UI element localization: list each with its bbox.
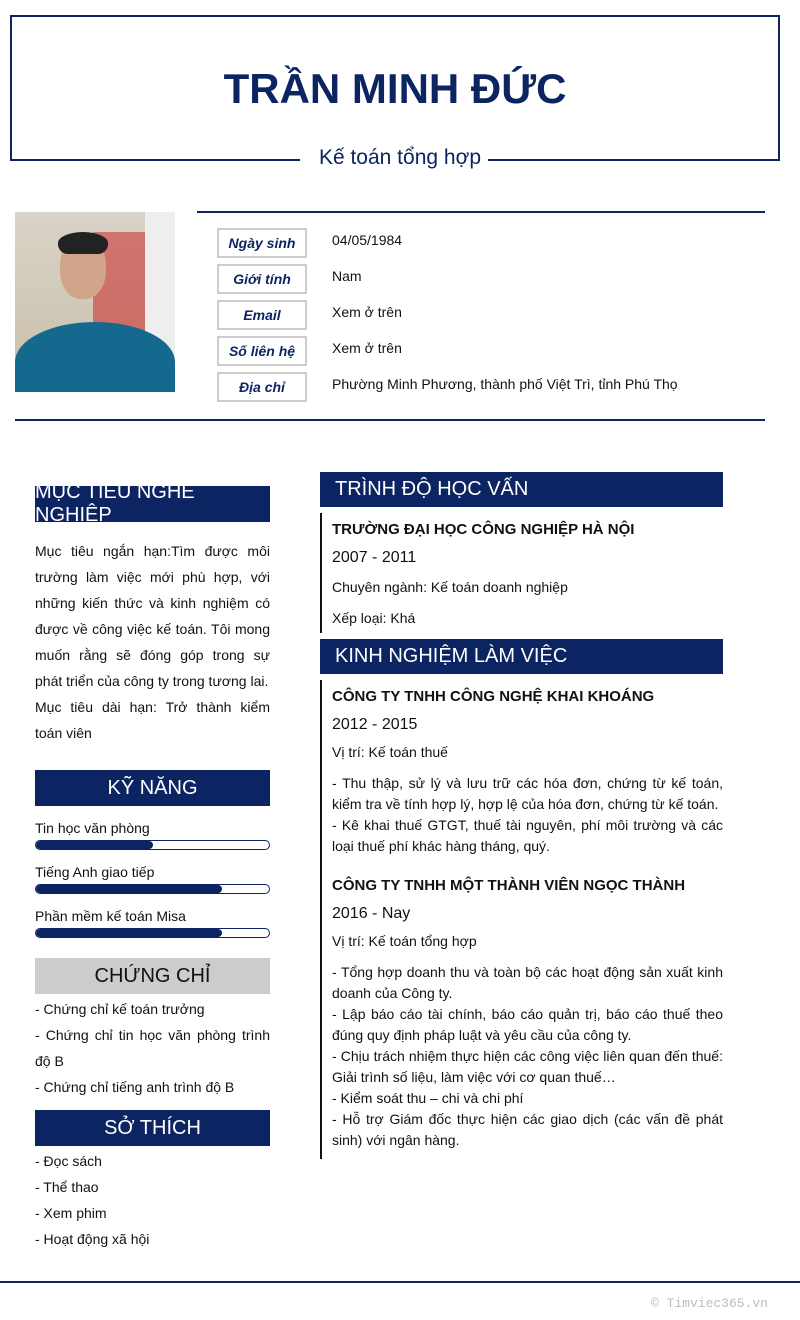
skill-bar bbox=[35, 840, 270, 850]
skill-bar bbox=[35, 928, 270, 938]
education-major: Chuyên ngành: Kế toán doanh nghiệp bbox=[332, 579, 568, 595]
skills-heading: KỸ NĂNG bbox=[35, 770, 270, 806]
objective-heading: MỤC TIÊU NGHỀ NGHIỆP bbox=[35, 486, 270, 522]
hobby-item: - Thể thao bbox=[35, 1179, 99, 1195]
info-row-dob bbox=[217, 228, 402, 258]
info-row-gender bbox=[217, 264, 362, 294]
header-box bbox=[10, 15, 780, 161]
experience-list bbox=[320, 680, 723, 1159]
left-column bbox=[35, 481, 270, 1252]
hobbies-heading: SỞ THÍCH bbox=[35, 1110, 270, 1146]
objective-short: Mục tiêu ngắn hạn:Tìm được môi trường làm việc mới phù hợp, với những kiến thức và kinh nghiệm có được về công việc kế toán. Tôi mong muốn rằng sẽ đóng góp trong sự phát triển của công ty trong tương lai. bbox=[35, 543, 270, 689]
job-duty: - Lập báo cáo tài chính, báo cáo quản trị, báo cáo thuế theo đúng quy định pháp luật và yêu cầu của công ty. bbox=[332, 1006, 723, 1043]
job-years: 2016 - Nay bbox=[332, 905, 411, 922]
info-row-email bbox=[217, 300, 402, 330]
skill-bar bbox=[35, 884, 270, 894]
info-label: Số liên hệ bbox=[217, 336, 307, 366]
info-label: Giới tính bbox=[217, 264, 307, 294]
footer-divider bbox=[0, 1281, 800, 1283]
job-years: 2012 - 2015 bbox=[332, 716, 418, 733]
education-entry bbox=[320, 513, 723, 633]
job-duty: - Kê khai thuế GTGT, thuế tài nguyên, phí môi trường và các loại thuế phí khác hàng tháng, quý. bbox=[332, 817, 723, 854]
info-label: Địa chỉ bbox=[217, 372, 307, 402]
hobby-item: - Đọc sách bbox=[35, 1153, 102, 1169]
job-duty: - Hỗ trợ Giám đốc thực hiện các giao dịch (các vấn đề phát sinh) với ngân hàng. bbox=[332, 1111, 723, 1148]
skill-bar-fill bbox=[36, 929, 222, 937]
job-duty: - Chịu trách nhiệm thực hiện các công việc liên quan đến thuế: Giải trình số liệu, làm việc với cơ quan thuế… bbox=[332, 1048, 723, 1085]
skill-bar-fill bbox=[36, 841, 153, 849]
company-name: CÔNG TY TNHH MỘT THÀNH VIÊN NGỌC THÀNH bbox=[332, 877, 686, 894]
education-rank: Xếp loại: Khá bbox=[332, 610, 416, 626]
info-row-address bbox=[217, 372, 678, 402]
hobby-item: - Hoạt động xã hội bbox=[35, 1231, 150, 1247]
experience-heading: KINH NGHIỆM LÀM VIỆC bbox=[320, 639, 723, 674]
info-label: Ngày sinh bbox=[217, 228, 307, 258]
skill-name: Tin học văn phòng bbox=[35, 820, 150, 836]
certificates-heading: CHỨNG CHỈ bbox=[35, 958, 270, 994]
info-label: Email bbox=[217, 300, 307, 330]
school-name: TRƯỜNG ĐẠI HỌC CÔNG NGHIỆP HÀ NỘI bbox=[332, 521, 635, 538]
objective-long: Mục tiêu dài hạn: Trở thành kiểm toán viên bbox=[35, 699, 270, 741]
certificate-item: - Chứng chỉ tiếng anh trình độ B bbox=[35, 1079, 235, 1095]
candidate-name: TRẦN MINH ĐỨC bbox=[223, 65, 567, 112]
info-value: 04/05/1984 bbox=[332, 232, 403, 248]
info-row-phone bbox=[217, 336, 402, 366]
education-years: 2007 - 2011 bbox=[332, 549, 417, 566]
job-position: Vị trí: Kế toán tổng hợp bbox=[332, 933, 477, 949]
company-name: CÔNG TY TNHH CÔNG NGHỆ KHAI KHOÁNG bbox=[332, 688, 655, 705]
job-title: Kế toán tổng hợp bbox=[318, 146, 482, 169]
skill-bar-fill bbox=[36, 885, 222, 893]
right-column bbox=[320, 472, 723, 1159]
job-duty: - Tổng hợp doanh thu và toàn bộ các hoạt động sản xuất kinh doanh của Công ty. bbox=[332, 964, 723, 1001]
job-duty: - Thu thập, sử lý và lưu trữ các hóa đơn, chứng từ kế toán, kiểm tra về tính hợp lý, hợp lệ của hóa đơn, chứng từ kế toán. bbox=[332, 775, 723, 812]
education-heading: TRÌNH ĐỘ HỌC VẤN bbox=[320, 472, 723, 507]
hobby-item: - Xem phim bbox=[35, 1205, 107, 1221]
skill-name: Phần mềm kế toán Misa bbox=[35, 908, 186, 924]
certificate-item: - Chứng chỉ tin học văn phòng trình độ B bbox=[35, 1027, 270, 1069]
info-value: Phường Minh Phương, thành phố Việt Trì, tỉnh Phú Thọ bbox=[332, 376, 678, 392]
info-value: Xem ở trên bbox=[332, 340, 402, 356]
job-position: Vị trí: Kế toán thuế bbox=[332, 744, 448, 760]
certificate-item: - Chứng chỉ kế toán trưởng bbox=[35, 1001, 205, 1017]
info-value: Xem ở trên bbox=[332, 304, 402, 320]
job-duty: - Kiểm soát thu – chi và chi phí bbox=[332, 1090, 524, 1106]
profile-photo bbox=[15, 212, 175, 392]
footer-credit[interactable]: © Timviec365.vn bbox=[650, 1296, 768, 1311]
info-value: Nam bbox=[332, 268, 362, 284]
skill-name: Tiếng Anh giao tiếp bbox=[35, 864, 155, 880]
